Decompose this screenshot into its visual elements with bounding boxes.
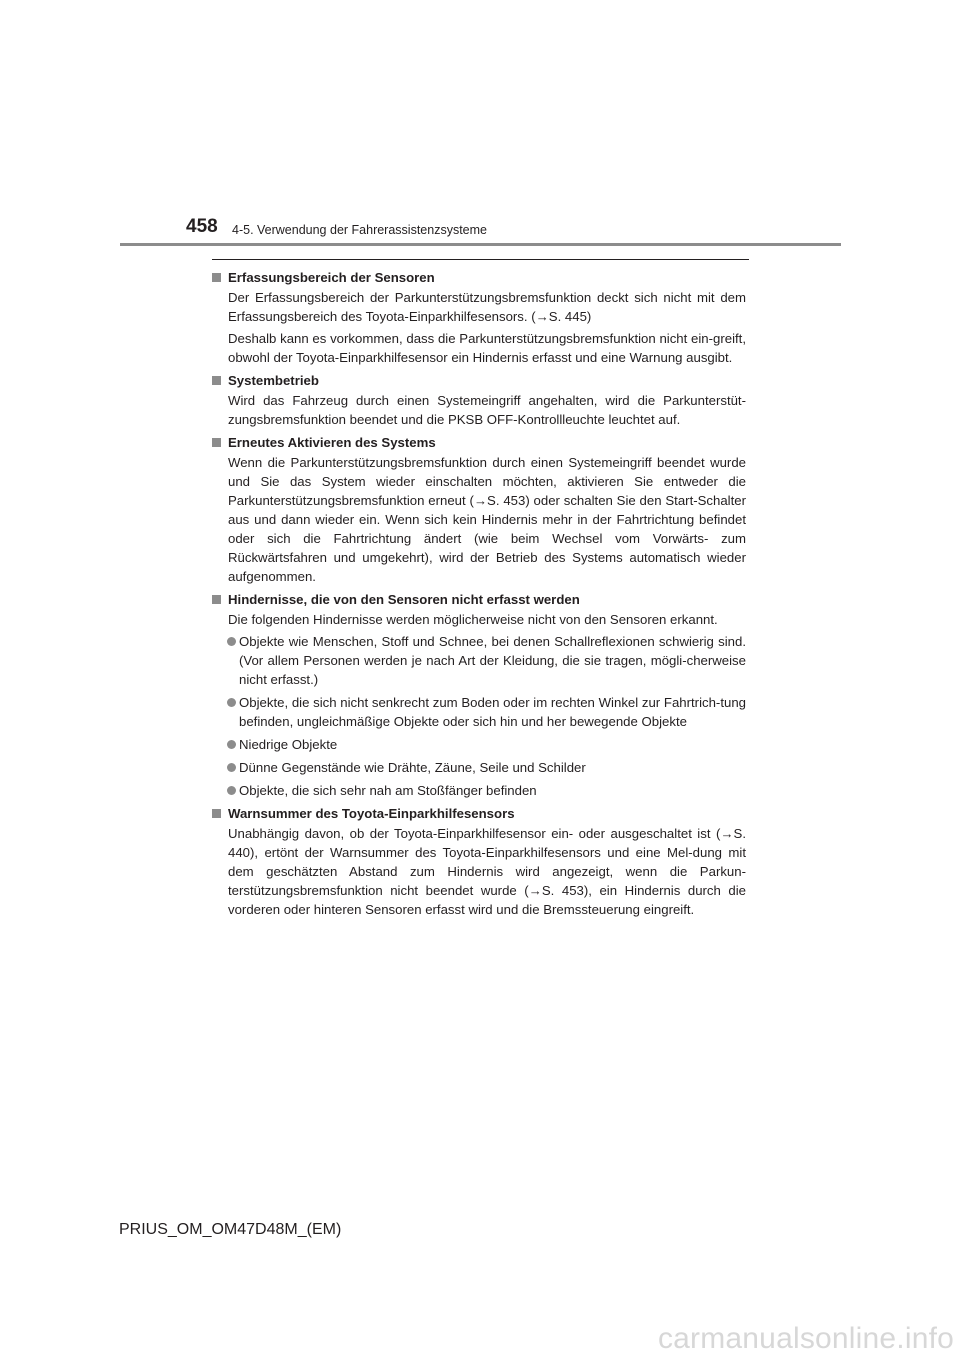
list-item-text: Dünne Gegenstände wie Drähte, Zäune, Seile und Schilder xyxy=(239,760,586,775)
list-item-text: Niedrige Objekte xyxy=(239,737,338,752)
circle-bullet-icon xyxy=(227,740,236,749)
watermark[interactable]: carmanualsonline.info xyxy=(657,1322,954,1355)
square-bullet-icon xyxy=(212,595,221,604)
paragraph: Unabhängig davon, ob der Toyota-Einparkhilfesensor ein- oder ausgeschaltet ist (→S. 440), ertönt der Warnsummer des Toyota-Einparkhilfesensors und eine Mel-dung mit dem geschätzten Abstand zum Hindernis wird angezeigt, wenn die Parkun-terstützungsbremsfunktion nicht beendet wurde (→S. 453), ein Hindernis durch die vorderen oder hinteren Sensoren erfasst wird und die Bremssteuerung eingreift. xyxy=(228,826,746,917)
section-heading-text: Hindernisse, die von den Sensoren nicht erfasst werden xyxy=(228,592,580,607)
header-bar xyxy=(120,243,841,246)
section-heading-text: Systembetrieb xyxy=(228,373,319,388)
circle-bullet-icon xyxy=(227,786,236,795)
square-bullet-icon xyxy=(212,376,221,385)
section-heading xyxy=(210,371,746,390)
circle-bullet-icon xyxy=(227,698,236,707)
paragraph: Wenn die Parkunterstützungsbremsfunktion durch einen Systemeingriff beendet wurde und Sie das System wieder einschalten möchten, aktivieren Sie entweder die Parkunterstützungsbremsfunktion erneut (→S. 453) oder schalten Sie den Start-Schalter aus und dann wieder ein. Wenn sich kein Hindernis mehr in der Fahrtrichtung befindet oder sich die Fahrtrichtung ändert (wie beim Wechsel vom Vorwärts- zum Rückwärtsfahren und umgekehrt), wird der Betrieb des Systems automatisch wieder aufgenommen. xyxy=(228,455,746,584)
list-item xyxy=(210,632,746,689)
list-item-text: Objekte wie Menschen, Stoff und Schnee, bei denen Schallreflexionen schwierig sind. (Vor allem Personen werden je nach Art der Kleidung, die sie tragen, mögli-cherweise nicht erfasst.) xyxy=(239,634,746,687)
section-heading xyxy=(210,433,746,452)
section-heading-text: Erfassungsbereich der Sensoren xyxy=(228,270,435,285)
list-item xyxy=(210,735,746,754)
section-heading xyxy=(210,804,746,823)
section-rule xyxy=(212,259,749,260)
square-bullet-icon xyxy=(212,438,221,447)
circle-bullet-icon xyxy=(227,637,236,646)
section-heading-text: Erneutes Aktivieren des Systems xyxy=(228,435,436,450)
footer-document-code: PRIUS_OM_OM47D48M_(EM) xyxy=(119,1221,342,1238)
chapter-title: 4-5. Verwendung der Fahrerassistenzsysteme xyxy=(232,223,487,237)
section-heading xyxy=(210,268,746,287)
list-item xyxy=(210,758,746,777)
page-number: 458 xyxy=(186,216,218,237)
square-bullet-icon xyxy=(212,273,221,282)
paragraph: Die folgenden Hindernisse werden möglicherweise nicht von den Sensoren erkannt. xyxy=(228,612,718,627)
section-heading-text: Warnsummer des Toyota-Einparkhilfesensors xyxy=(228,806,515,821)
list-item-text: Objekte, die sich sehr nah am Stoßfänger befinden xyxy=(239,783,537,798)
square-bullet-icon xyxy=(212,809,221,818)
paragraph: Deshalb kann es vorkommen, dass die Parkunterstützungsbremsfunktion nicht ein-greift, obwohl der Toyota-Einparkhilfesensor ein Hindernis erfasst und eine Warnung ausgibt. xyxy=(228,331,746,365)
content-body xyxy=(210,268,746,922)
section-heading xyxy=(210,590,746,609)
list-item xyxy=(210,781,746,800)
paragraph: Wird das Fahrzeug durch einen Systemeingriff angehalten, wird die Parkunterstüt-zungsbremsfunktion beendet und die PKSB OFF-Kontrollleuchte leuchtet auf. xyxy=(228,393,746,427)
list-item xyxy=(210,693,746,731)
circle-bullet-icon xyxy=(227,763,236,772)
list-item-text: Objekte, die sich nicht senkrecht zum Boden oder im rechten Winkel zur Fahrtrich-tung befinden, ungleichmäßige Objekte oder sich hin und her bewegende Objekte xyxy=(239,695,746,729)
paragraph: Der Erfassungsbereich der Parkunterstützungsbremsfunktion deckt sich nicht mit dem Erfassungsbereich des Toyota-Einparkhilfesensors. (→S. 445) xyxy=(228,290,746,324)
